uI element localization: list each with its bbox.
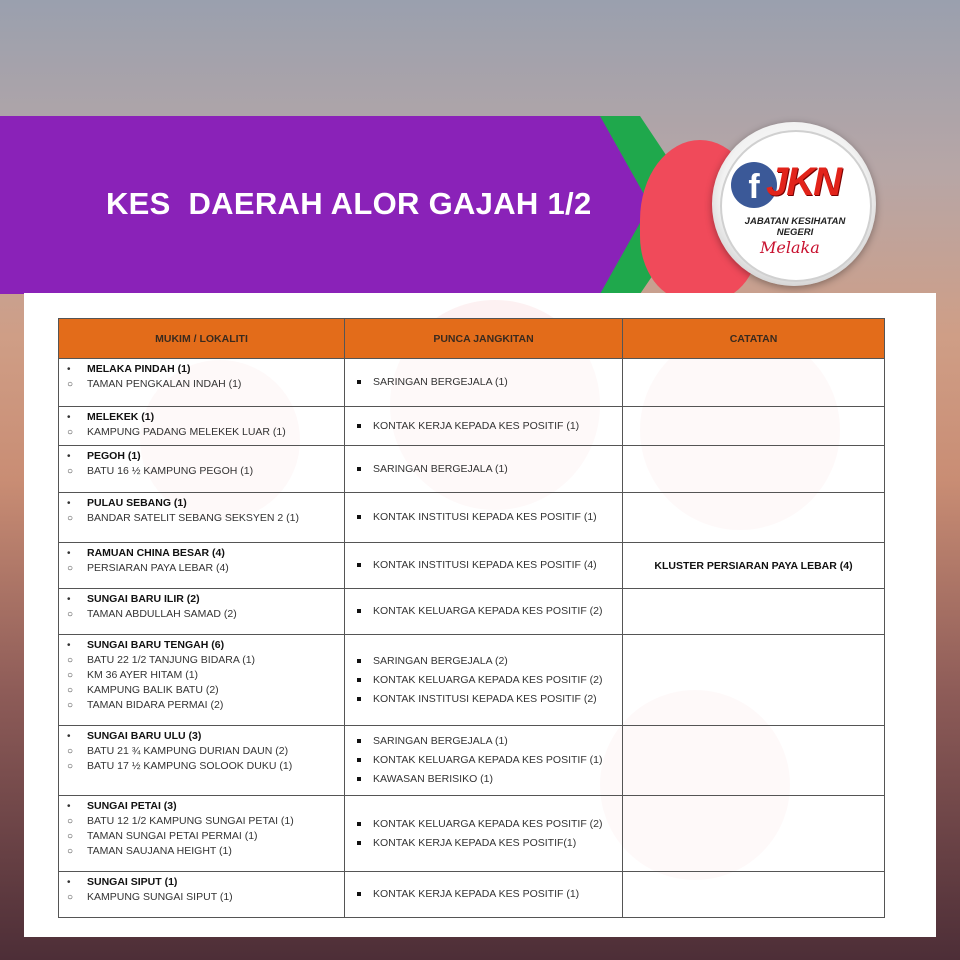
square-bullet-icon <box>357 678 361 682</box>
catatan-cell <box>623 446 885 493</box>
square-bullet-icon <box>357 777 361 781</box>
square-bullet-icon <box>357 739 361 743</box>
circle-bullet-icon: ○ <box>67 892 74 903</box>
table-row <box>59 635 885 726</box>
column-header-punca: PUNCA JANGKITAN <box>345 319 623 359</box>
jkn-logo-inner <box>720 130 872 282</box>
locality-line <box>65 511 338 526</box>
locality-name: KAMPUNG PADANG MELEKEK LUAR (1) <box>87 426 286 438</box>
mukim-name: PULAU SEBANG (1) <box>87 497 187 509</box>
circle-bullet-icon: ○ <box>67 609 74 620</box>
facebook-icon: f <box>731 162 777 208</box>
punca-line <box>351 558 616 573</box>
bullet-icon: • <box>67 412 71 423</box>
locality-name: BATU 21 ¾ KAMPUNG DURIAN DAUN (2) <box>87 745 289 757</box>
locality-name: KM 36 AYER HITAM (1) <box>87 669 199 681</box>
locality-line <box>65 607 338 622</box>
mukim-line <box>65 546 338 561</box>
punca-line <box>351 772 616 787</box>
square-bullet-icon <box>357 515 361 519</box>
catatan-cell <box>623 635 885 726</box>
locality-name: PERSIARAN PAYA LEBAR (4) <box>87 562 229 574</box>
punca-text: KONTAK KERJA KEPADA KES POSITIF (1) <box>373 419 580 432</box>
case-table <box>58 318 885 918</box>
locality-name: KAMPUNG SUNGAI SIPUT (1) <box>87 891 233 903</box>
jkn-logo-text: JKN <box>766 160 841 204</box>
locality-line <box>65 844 338 859</box>
mukim-name: MELAKA PINDAH (1) <box>87 363 191 375</box>
mukim-cell <box>59 796 345 872</box>
bullet-icon: • <box>67 548 71 559</box>
catatan-cell <box>623 796 885 872</box>
mukim-line <box>65 638 338 653</box>
punca-line <box>351 817 616 832</box>
locality-name: TAMAN BIDARA PERMAI (2) <box>87 699 224 711</box>
circle-bullet-icon: ○ <box>67 655 74 666</box>
punca-cell <box>345 359 623 407</box>
locality-name: TAMAN ABDULLAH SAMAD (2) <box>87 608 237 620</box>
locality-name: KAMPUNG BALIK BATU (2) <box>87 684 219 696</box>
locality-line <box>65 377 338 392</box>
punca-text: SARINGAN BERGEJALA (1) <box>373 735 508 747</box>
mukim-cell <box>59 872 345 918</box>
circle-bullet-icon: ○ <box>67 563 74 574</box>
locality-line <box>65 890 338 905</box>
mukim-name: PEGOH (1) <box>87 450 141 462</box>
locality-line <box>65 683 338 698</box>
bullet-icon: • <box>67 451 71 462</box>
catatan-cell <box>623 726 885 796</box>
bullet-icon: • <box>67 731 71 742</box>
mukim-cell <box>59 493 345 543</box>
square-bullet-icon <box>357 758 361 762</box>
square-bullet-icon <box>357 467 361 471</box>
punca-line <box>351 692 616 707</box>
table-row <box>59 407 885 446</box>
punca-line <box>351 604 616 619</box>
locality-name: BATU 22 1/2 TANJUNG BIDARA (1) <box>87 654 256 666</box>
table-row <box>59 359 885 407</box>
locality-line <box>65 425 338 440</box>
bullet-icon: • <box>67 594 71 605</box>
punca-line <box>351 673 616 688</box>
table-row <box>59 589 885 635</box>
punca-cell <box>345 493 623 543</box>
square-bullet-icon <box>357 563 361 567</box>
catatan-cell <box>623 589 885 635</box>
punca-text: KONTAK INSTITUSI KEPADA KES POSITIF (4) <box>373 559 597 571</box>
locality-name: BATU 17 ½ KAMPUNG SOLOOK DUKU (1) <box>87 760 293 772</box>
mukim-name: MELEKEK (1) <box>87 411 155 423</box>
mukim-name: SUNGAI BARU ULU (3) <box>87 730 202 742</box>
table-header-row <box>59 319 885 359</box>
mukim-line <box>65 362 338 377</box>
punca-cell <box>345 635 623 726</box>
punca-line <box>351 510 616 525</box>
mukim-line <box>65 449 338 464</box>
punca-text: KONTAK KELUARGA KEPADA KES POSITIF (2) <box>373 817 603 830</box>
circle-bullet-icon: ○ <box>67 746 74 757</box>
punca-text: KONTAK KELUARGA KEPADA KES POSITIF (2) <box>373 605 603 617</box>
circle-bullet-icon: ○ <box>67 670 74 681</box>
circle-bullet-icon: ○ <box>67 427 74 438</box>
mukim-cell <box>59 407 345 446</box>
mukim-cell <box>59 726 345 796</box>
punca-text: SARINGAN BERGEJALA (2) <box>373 654 508 667</box>
table-row <box>59 726 885 796</box>
mukim-line <box>65 592 338 607</box>
catatan-cell <box>623 493 885 543</box>
circle-bullet-icon: ○ <box>67 700 74 711</box>
punca-text: SARINGAN BERGEJALA (1) <box>373 376 508 388</box>
jkn-logo-script: Melaka <box>760 238 820 257</box>
punca-text: KONTAK INSTITUSI KEPADA KES POSITIF (1) <box>373 511 597 523</box>
mukim-cell <box>59 446 345 493</box>
punca-text: KONTAK KELUARGA KEPADA KES POSITIF (2) <box>373 673 603 686</box>
page-title: KES DAERAH ALOR GAJAH 1/2 <box>106 186 592 221</box>
locality-name: TAMAN SAUJANA HEIGHT (1) <box>87 845 232 857</box>
circle-bullet-icon: ○ <box>67 513 74 524</box>
mukim-cell <box>59 359 345 407</box>
punca-cell <box>345 872 623 918</box>
mukim-name: SUNGAI BARU TENGAH (6) <box>87 639 225 651</box>
punca-line <box>351 654 616 669</box>
mukim-line <box>65 496 338 511</box>
punca-cell <box>345 446 623 493</box>
catatan-cell <box>623 359 885 407</box>
punca-line <box>351 375 616 390</box>
punca-line <box>351 734 616 749</box>
punca-line <box>351 419 616 434</box>
mukim-line <box>65 875 338 890</box>
catatan-cell: KLUSTER PERSIARAN PAYA LEBAR (4) <box>623 543 885 589</box>
mukim-name: SUNGAI SIPUT (1) <box>87 876 178 888</box>
punca-line <box>351 753 616 768</box>
locality-line <box>65 759 338 774</box>
square-bullet-icon <box>357 892 361 896</box>
punca-cell <box>345 796 623 872</box>
punca-text: KONTAK KELUARGA KEPADA KES POSITIF (1) <box>373 754 603 766</box>
table-row <box>59 872 885 918</box>
locality-name: BANDAR SATELIT SEBANG SEKSYEN 2 (1) <box>87 512 300 524</box>
mukim-cell <box>59 543 345 589</box>
circle-bullet-icon: ○ <box>67 846 74 857</box>
bullet-icon: • <box>67 640 71 651</box>
square-bullet-icon <box>357 822 361 826</box>
circle-bullet-icon: ○ <box>67 761 74 772</box>
square-bullet-icon <box>357 609 361 613</box>
mukim-name: RAMUAN CHINA BESAR (4) <box>87 547 225 559</box>
bullet-icon: • <box>67 877 71 888</box>
mukim-cell <box>59 635 345 726</box>
punca-cell <box>345 726 623 796</box>
punca-text: SARINGAN BERGEJALA (1) <box>373 462 508 475</box>
punca-text: KAWASAN BERISIKO (1) <box>373 773 493 785</box>
punca-text: KONTAK INSTITUSI KEPADA KES POSITIF (2) <box>373 692 597 705</box>
circle-bullet-icon: ○ <box>67 685 74 696</box>
punca-line <box>351 887 616 902</box>
locality-name: BATU 12 1/2 KAMPUNG SUNGAI PETAI (1) <box>87 815 294 827</box>
mukim-line <box>65 799 338 814</box>
catatan-cell <box>623 407 885 446</box>
circle-bullet-icon: ○ <box>67 379 74 390</box>
mukim-name: SUNGAI PETAI (3) <box>87 800 177 812</box>
column-header-mukim: MUKIM / LOKALITI <box>59 319 345 359</box>
circle-bullet-icon: ○ <box>67 816 74 827</box>
locality-line <box>65 464 338 479</box>
punca-cell <box>345 543 623 589</box>
punca-line <box>351 836 616 851</box>
bullet-icon: • <box>67 801 71 812</box>
locality-line <box>65 814 338 829</box>
punca-cell <box>345 407 623 446</box>
catatan-cell <box>623 872 885 918</box>
mukim-name: SUNGAI BARU ILIR (2) <box>87 593 200 605</box>
circle-bullet-icon: ○ <box>67 466 74 477</box>
punca-line <box>351 462 616 477</box>
square-bullet-icon <box>357 380 361 384</box>
square-bullet-icon <box>357 424 361 428</box>
locality-name: TAMAN SUNGAI PETAI PERMAI (1) <box>87 830 258 842</box>
locality-line <box>65 829 338 844</box>
bullet-icon: • <box>67 498 71 509</box>
square-bullet-icon <box>357 659 361 663</box>
locality-name: TAMAN PENGKALAN INDAH (1) <box>87 378 242 390</box>
punca-cell <box>345 589 623 635</box>
square-bullet-icon <box>357 841 361 845</box>
locality-line <box>65 744 338 759</box>
mukim-cell <box>59 589 345 635</box>
locality-line <box>65 561 338 576</box>
locality-line <box>65 698 338 713</box>
jkn-logo-subtitle: JABATAN KESIHATAN NEGERI <box>744 216 846 238</box>
column-header-catatan: CATATAN <box>623 319 885 359</box>
table-row <box>59 543 885 589</box>
table-row <box>59 493 885 543</box>
punca-text: KONTAK KERJA KEPADA KES POSITIF (1) <box>373 888 580 900</box>
square-bullet-icon <box>357 697 361 701</box>
mukim-line <box>65 410 338 425</box>
punca-text: KONTAK KERJA KEPADA KES POSITIF(1) <box>373 836 577 849</box>
mukim-line <box>65 729 338 744</box>
locality-line <box>65 668 338 683</box>
locality-line <box>65 653 338 668</box>
locality-name: BATU 16 ½ KAMPUNG PEGOH (1) <box>87 465 254 477</box>
circle-bullet-icon: ○ <box>67 831 74 842</box>
table-row <box>59 796 885 872</box>
table-row <box>59 446 885 493</box>
bullet-icon: • <box>67 364 71 375</box>
